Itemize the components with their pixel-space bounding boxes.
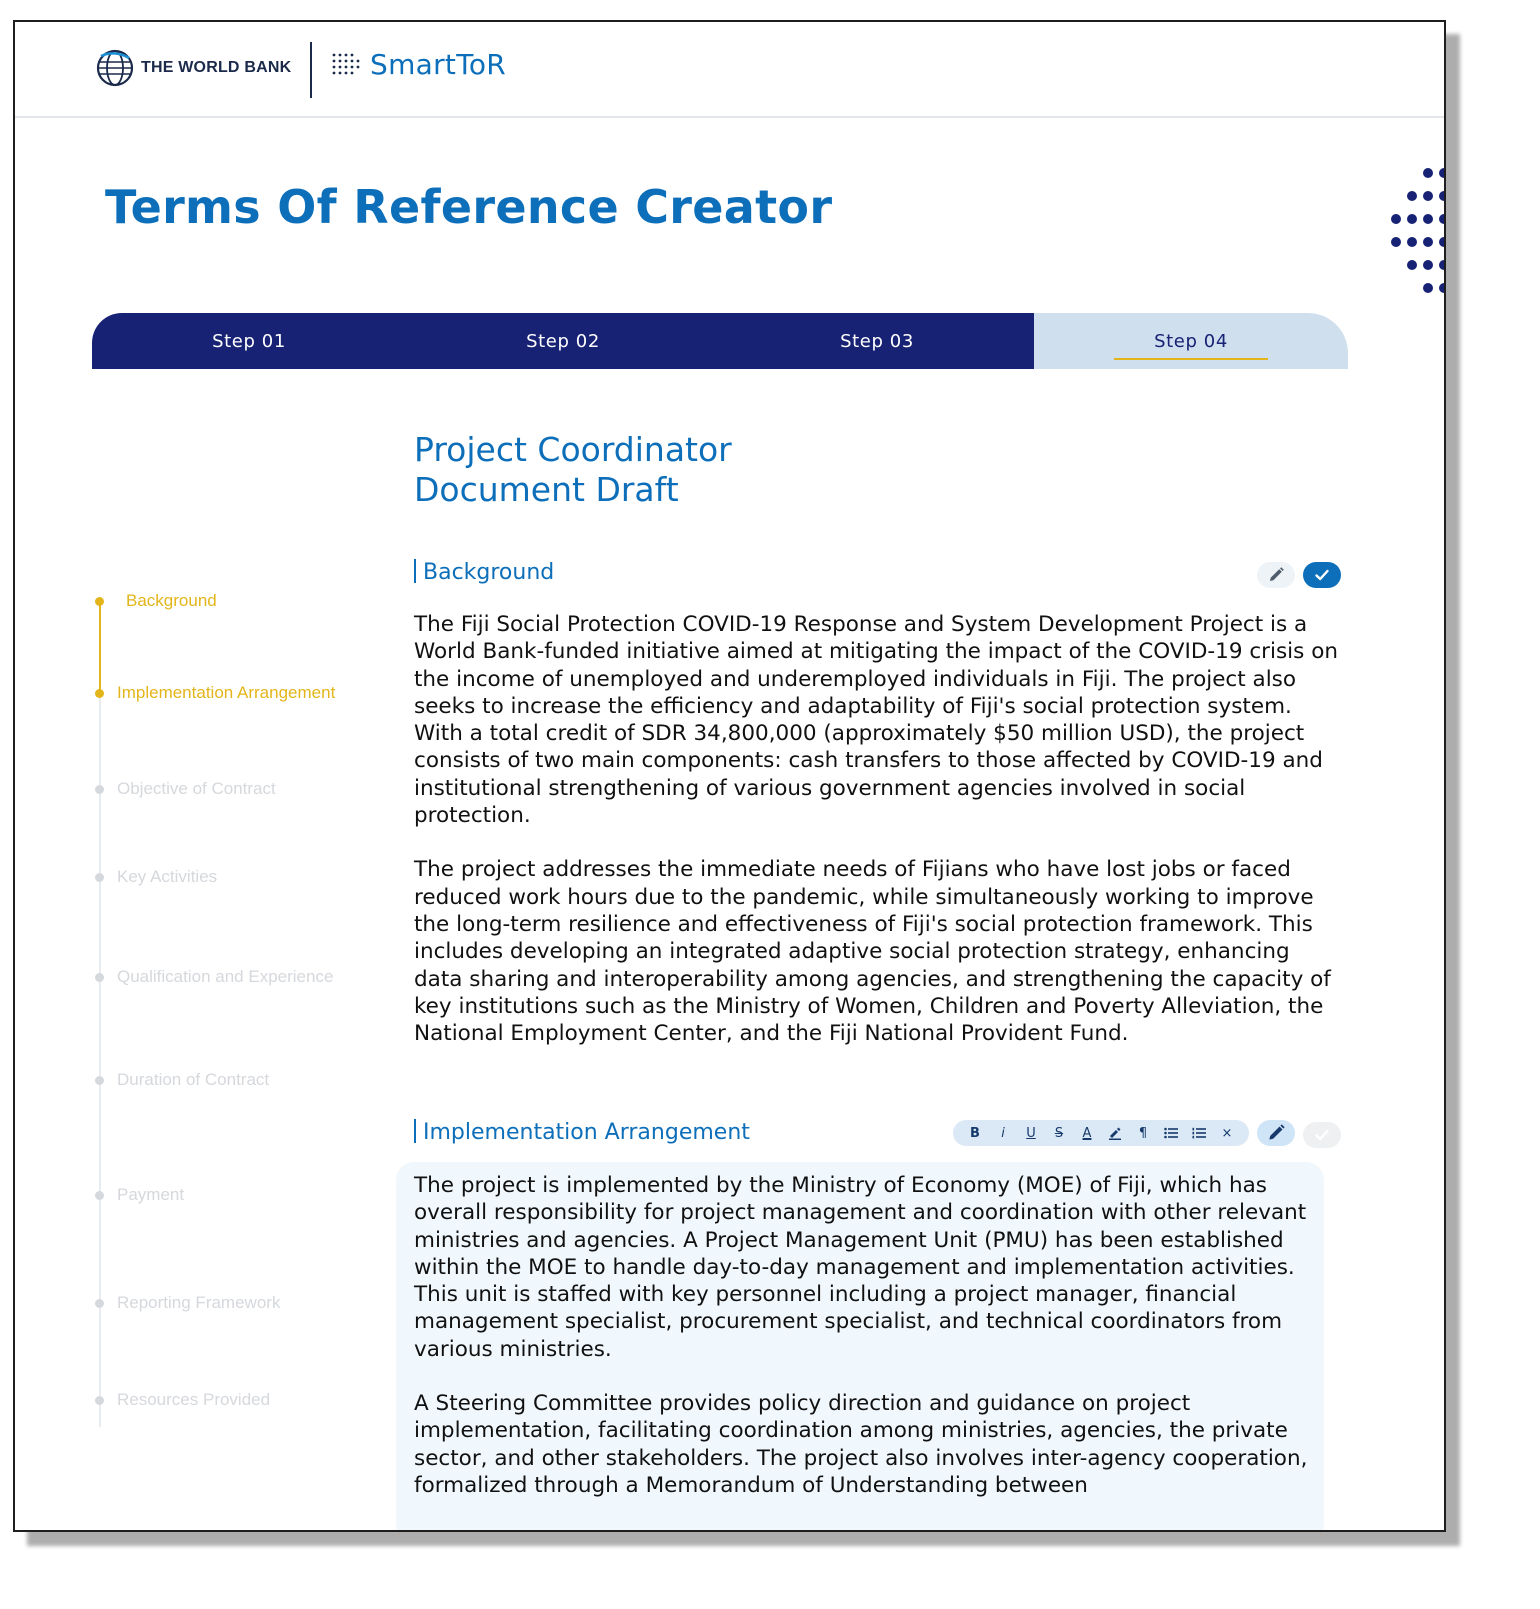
clear-formatting-button[interactable]: × xyxy=(1221,1125,1233,1141)
highlight-button[interactable] xyxy=(1104,1122,1126,1144)
decorative-dots xyxy=(1374,167,1444,307)
sidebar-item-label: Payment xyxy=(117,1185,185,1204)
sidebar-item-label: Duration of Contract xyxy=(117,1070,270,1089)
section-heading-background xyxy=(414,559,554,585)
document-title-line: Project Coordinator xyxy=(414,430,732,469)
sidebar-item-label: Qualification and Experience xyxy=(117,967,334,986)
edit-implementation-button[interactable] xyxy=(1257,1120,1295,1146)
tab-step-04[interactable] xyxy=(1034,313,1348,369)
step-label: Step 04 xyxy=(1154,330,1228,352)
timeline-dot xyxy=(95,597,104,606)
sidebar-item-qualification-and-experience[interactable] xyxy=(95,967,333,987)
app-name: SmartToR xyxy=(370,48,507,81)
formatting-toolbar xyxy=(953,1120,1249,1146)
timeline-dot xyxy=(95,785,104,794)
globe-icon xyxy=(95,48,135,88)
highlighter-icon xyxy=(1108,1126,1122,1140)
paragraph: The project is implemented by the Ministry of Economy (MOE) of Fiji, which has overall responsibility for project management and coordination with other relevant ministries and agencies. A Project Management Unit (PMU) has been established within the MOE to handle day-to-day management and implementation activities. This unit is staffed with key personnel including a project manager, financial management specialist, procurement specialist, and technical coordinators from various ministries. xyxy=(414,1173,1307,1362)
timeline-dot xyxy=(95,1076,104,1085)
timeline-dot xyxy=(95,689,104,698)
sidebar-item-label: Background xyxy=(126,591,217,610)
section-body-implementation-arrangement[interactable] xyxy=(414,1172,1344,1499)
timeline-dot xyxy=(95,873,104,882)
document-title-line: Document Draft xyxy=(414,470,679,509)
sidebar-item-duration-of-contract[interactable] xyxy=(95,1070,269,1090)
paragraph: The Fiji Social Protection COVID-19 Response and System Development Project is a World Bank-funded initiative aimed at mitigating the impact of the COVID-19 crisis on the income of unemployed and underemployed individuals in Fiji. The project also seeks to increase the efficiency and adaptability of Fiji's social protection system. With a total credit of SDR 34,800,000 (approximately $50 million USD), the project consists of two main components: cash transfers to those affected by COVID-19 and institutional strengthening of various government agencies involved in social protection. xyxy=(414,612,1338,829)
heading-bar xyxy=(414,1119,416,1143)
pencil-icon xyxy=(1266,1123,1286,1143)
dot-grid-icon xyxy=(330,51,362,79)
underline-button[interactable]: U xyxy=(1026,1125,1036,1141)
sidebar-item-background[interactable] xyxy=(95,591,217,611)
check-icon xyxy=(1313,1126,1331,1144)
pencil-icon xyxy=(1267,566,1285,584)
sidebar-item-payment[interactable] xyxy=(95,1185,184,1205)
bullet-list-button[interactable] xyxy=(1160,1122,1182,1144)
timeline-dot xyxy=(95,1299,104,1308)
logo-divider xyxy=(310,42,312,98)
section-heading-implementation-arrangement xyxy=(414,1119,750,1145)
header xyxy=(15,22,1444,118)
approve-implementation-button[interactable] xyxy=(1303,1122,1341,1148)
step-tabs xyxy=(92,313,1348,369)
sidebar-item-objective-of-contract[interactable] xyxy=(95,779,276,799)
sidebar-item-reporting-framework[interactable] xyxy=(95,1293,280,1313)
italic-button[interactable]: i xyxy=(1001,1125,1005,1141)
step-label: Step 03 xyxy=(840,330,914,352)
sidebar-item-label: Reporting Framework xyxy=(117,1293,281,1312)
sidebar-item-label: Resources Provided xyxy=(117,1390,271,1409)
timeline-dot xyxy=(95,973,104,982)
numbered-list-button[interactable] xyxy=(1188,1122,1210,1144)
step-label: Step 02 xyxy=(526,330,600,352)
sidebar-item-label: Objective of Contract xyxy=(117,779,276,798)
heading-bar xyxy=(414,559,416,583)
active-step-underline xyxy=(1114,358,1268,360)
paragraph: A Steering Committee provides policy direction and guidance on project implementation, facilitating coordination among ministries, agencies, the private sector, and other stakeholders. The project also involves inter-agency cooperation, formalized through a Memorandum of Understanding between xyxy=(414,1391,1308,1498)
paragraph-button[interactable]: ¶ xyxy=(1138,1125,1148,1141)
sidebar-timeline-progress xyxy=(99,604,101,694)
tab-step-02[interactable] xyxy=(406,313,720,369)
smarttor-logo[interactable] xyxy=(330,48,506,81)
sidebar-item-resources-provided[interactable] xyxy=(95,1390,270,1410)
sidebar-item-label: Key Activities xyxy=(117,867,218,886)
world-bank-label: THE WORLD BANK xyxy=(141,59,292,76)
document-title xyxy=(414,430,732,510)
timeline-dot xyxy=(95,1396,104,1405)
sidebar-item-label: Implementation Arrangement xyxy=(117,683,336,702)
font-color-button[interactable]: A xyxy=(1082,1125,1092,1141)
approve-background-button[interactable] xyxy=(1303,562,1341,588)
check-icon xyxy=(1313,566,1331,584)
app-window xyxy=(13,20,1446,1532)
section-body-background[interactable] xyxy=(414,611,1344,1047)
numbered-list-icon xyxy=(1192,1127,1206,1139)
world-bank-logo[interactable] xyxy=(95,48,291,88)
edit-background-button[interactable] xyxy=(1257,562,1295,588)
sidebar-item-implementation-arrangement[interactable] xyxy=(95,683,335,703)
strikethrough-button[interactable]: S xyxy=(1054,1125,1064,1141)
timeline-dot xyxy=(95,1191,104,1200)
step-label: Step 01 xyxy=(212,330,286,352)
paragraph: The project addresses the immediate needs of Fijians who have lost jobs or faced reduced work hours due to the pandemic, while simultaneously working to improve the long-term resilience and effectiveness of Fiji's social protection framework. This includes developing an integrated adaptive social protection strategy, enhancing data sharing and interoperability among agencies, and strengthening the capacity of key institutions such as the Ministry of Women, Children and Poverty Alleviation, the National Employment Center, and the Fiji National Provident Fund. xyxy=(414,857,1331,1047)
page-title: Terms Of Reference Creator xyxy=(105,180,833,234)
tab-step-01[interactable] xyxy=(92,313,406,369)
section-heading-label: Implementation Arrangement xyxy=(423,1120,750,1145)
section-heading-label: Background xyxy=(423,560,555,585)
bold-button[interactable]: B xyxy=(970,1125,980,1141)
tab-step-03[interactable] xyxy=(720,313,1034,369)
sidebar-item-key-activities[interactable] xyxy=(95,867,217,887)
bullet-list-icon xyxy=(1164,1127,1178,1139)
